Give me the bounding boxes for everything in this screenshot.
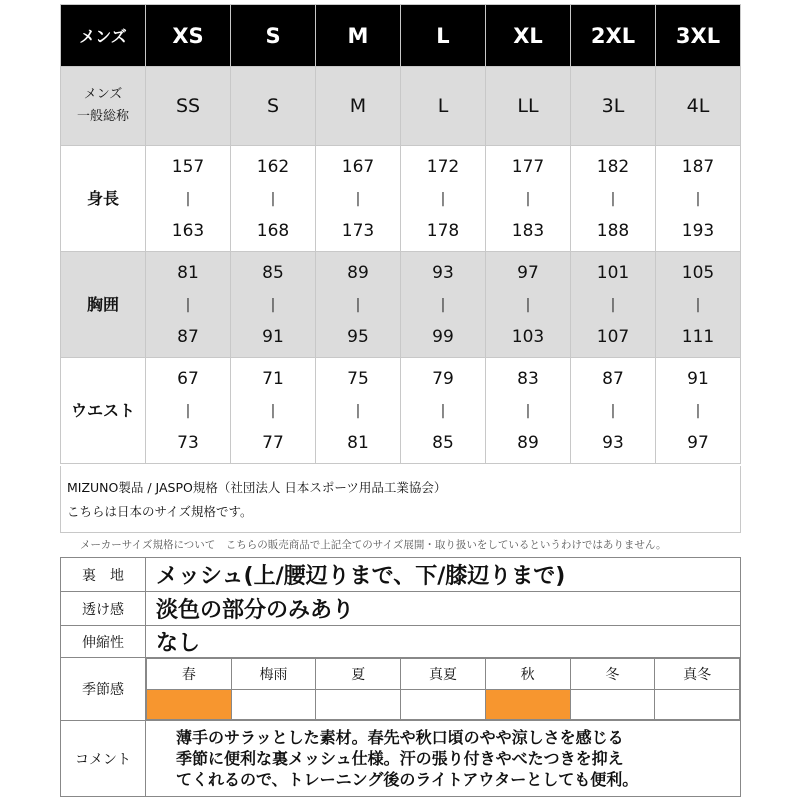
general-value: SS [146, 67, 231, 146]
season-name: 真冬 [655, 659, 740, 690]
size-3xl: 3XL [656, 5, 741, 67]
range-separator: | [185, 190, 191, 207]
range-separator: | [525, 190, 531, 207]
season-name: 真夏 [401, 659, 486, 690]
size-table [60, 4, 741, 464]
range-cell [571, 358, 656, 464]
comment-line: てくれるので、トレーニング後のライトアウターとしても便利。 [176, 770, 639, 789]
range-separator: | [270, 402, 276, 419]
range-cell [486, 146, 571, 252]
stretch-label: 伸縮性 [61, 626, 146, 658]
range-cell [231, 146, 316, 252]
size-note: メーカーサイズ規格について こちらの販売商品で上記全てのサイズ展開・取り扱いをしているというわけではありません。 [80, 539, 667, 551]
transparency-row [61, 592, 741, 626]
general-value: M [316, 67, 401, 146]
range-max: 193 [681, 220, 715, 241]
range-max: 173 [341, 220, 375, 241]
range-max: 111 [681, 326, 715, 347]
season-label: 季節感 [61, 658, 146, 721]
comment-cell [146, 721, 741, 797]
season-marker [655, 690, 740, 720]
range-min: 75 [347, 368, 369, 389]
range-cell [486, 358, 571, 464]
range-min: 105 [681, 262, 715, 283]
size-xl: XL [486, 5, 571, 67]
range-separator: | [695, 296, 701, 313]
range-separator: | [695, 402, 701, 419]
range-min: 81 [177, 262, 199, 283]
range-cell [656, 252, 741, 358]
range-min: 97 [517, 262, 539, 283]
range-cell [316, 146, 401, 252]
general-label: メンズ 一般総称 [61, 67, 146, 146]
range-max: 163 [171, 220, 205, 241]
range-min: 172 [426, 156, 460, 177]
lining-label: 裏 地 [61, 558, 146, 592]
range-max: 81 [347, 432, 369, 453]
range-min: 85 [262, 262, 284, 283]
product-info-table [60, 557, 741, 797]
range-min: 93 [432, 262, 454, 283]
season-marker [316, 690, 401, 720]
general-value: S [231, 67, 316, 146]
range-min: 67 [177, 368, 199, 389]
range-label: 身長 [61, 146, 146, 252]
stretch-value: なし [146, 626, 741, 658]
range-cell [401, 252, 486, 358]
season-marker-active [485, 690, 570, 720]
size-l: L [401, 5, 486, 67]
range-max: 91 [262, 326, 284, 347]
stretch-row [61, 626, 741, 658]
range-cell [571, 252, 656, 358]
season-marker [231, 690, 316, 720]
comment-line: 季節に便利な裏メッシュ仕様。汗の張り付きやべたつきを抑え [176, 749, 624, 768]
general-value: LL [486, 67, 571, 146]
range-min: 167 [341, 156, 375, 177]
range-separator: | [695, 190, 701, 207]
range-label: 胸囲 [61, 252, 146, 358]
season-marker [570, 690, 655, 720]
general-value: L [401, 67, 486, 146]
range-min: 101 [596, 262, 630, 283]
range-cell [401, 358, 486, 464]
range-cell [401, 146, 486, 252]
range-separator: | [440, 296, 446, 313]
spec-line-1: MIZUNO製品 / JASPO規格（社団法人 日本スポーツ用品工業協会） [67, 480, 447, 495]
range-separator: | [440, 190, 446, 207]
range-max: 95 [347, 326, 369, 347]
range-min: 91 [687, 368, 709, 389]
comment-line: 薄手のサラッとした素材。春先や秋口頃のやや涼しさを感じる [176, 728, 624, 747]
season-marks-row [147, 690, 740, 720]
range-separator: | [355, 190, 361, 207]
range-max: 73 [177, 432, 199, 453]
size-m: M [316, 5, 401, 67]
size-s: S [231, 5, 316, 67]
range-max: 168 [256, 220, 290, 241]
range-min: 89 [347, 262, 369, 283]
season-marker [401, 690, 486, 720]
season-marker-active [147, 690, 232, 720]
range-row-height [61, 146, 741, 252]
transparency-value: 淡色の部分のみあり [146, 592, 741, 626]
range-separator: | [440, 402, 446, 419]
range-separator: | [525, 402, 531, 419]
size-2xl: 2XL [571, 5, 656, 67]
range-max: 77 [262, 432, 284, 453]
range-cell [146, 358, 231, 464]
range-separator: | [355, 402, 361, 419]
range-min: 162 [256, 156, 290, 177]
range-separator: | [270, 296, 276, 313]
range-cell [146, 146, 231, 252]
range-cell [656, 358, 741, 464]
range-min: 79 [432, 368, 454, 389]
range-min: 71 [262, 368, 284, 389]
range-cell [656, 146, 741, 252]
season-grid [146, 658, 740, 720]
range-row-chest [61, 252, 741, 358]
range-max: 188 [596, 220, 630, 241]
comment-row [61, 721, 741, 797]
range-cell [231, 252, 316, 358]
range-label: ウエスト [61, 358, 146, 464]
range-separator: | [185, 296, 191, 313]
range-separator: | [610, 402, 616, 419]
range-cell [571, 146, 656, 252]
range-min: 87 [602, 368, 624, 389]
season-row [61, 658, 741, 721]
general-value: 4L [656, 67, 741, 146]
range-cell [231, 358, 316, 464]
range-min: 83 [517, 368, 539, 389]
transparency-label: 透け感 [61, 592, 146, 626]
lining-value: メッシュ(上/腰辺りまで、下/膝辺りまで) [146, 558, 741, 592]
general-value: 3L [571, 67, 656, 146]
size-header-row [61, 5, 741, 67]
range-separator: | [185, 402, 191, 419]
range-min: 177 [511, 156, 545, 177]
range-max: 87 [177, 326, 199, 347]
range-max: 93 [602, 432, 624, 453]
range-max: 89 [517, 432, 539, 453]
range-max: 97 [687, 432, 709, 453]
range-max: 107 [596, 326, 630, 347]
range-cell [146, 252, 231, 358]
range-max: 85 [432, 432, 454, 453]
season-names-row [147, 659, 740, 690]
season-cell [146, 658, 741, 721]
range-min: 157 [171, 156, 205, 177]
range-max: 178 [426, 220, 460, 241]
range-max: 103 [511, 326, 545, 347]
season-name: 春 [147, 659, 232, 690]
season-name: 夏 [316, 659, 401, 690]
range-max: 99 [432, 326, 454, 347]
range-min: 182 [596, 156, 630, 177]
comment-label: コメント [61, 721, 146, 797]
season-name: 秋 [485, 659, 570, 690]
range-cell [486, 252, 571, 358]
header-label: メンズ [61, 5, 146, 67]
size-xs: XS [146, 5, 231, 67]
season-name: 冬 [570, 659, 655, 690]
range-separator: | [610, 296, 616, 313]
range-separator: | [525, 296, 531, 313]
range-max: 183 [511, 220, 545, 241]
range-separator: | [610, 190, 616, 207]
comment-text [146, 723, 740, 794]
range-separator: | [270, 190, 276, 207]
lining-row [61, 558, 741, 592]
range-cell [316, 252, 401, 358]
spec-box [60, 466, 741, 533]
season-name: 梅雨 [231, 659, 316, 690]
range-min: 187 [681, 156, 715, 177]
range-separator: | [355, 296, 361, 313]
general-size-row [61, 67, 741, 146]
spec-line-2: こちらは日本のサイズ規格です。 [67, 504, 253, 519]
range-row-waist [61, 358, 741, 464]
range-cell [316, 358, 401, 464]
